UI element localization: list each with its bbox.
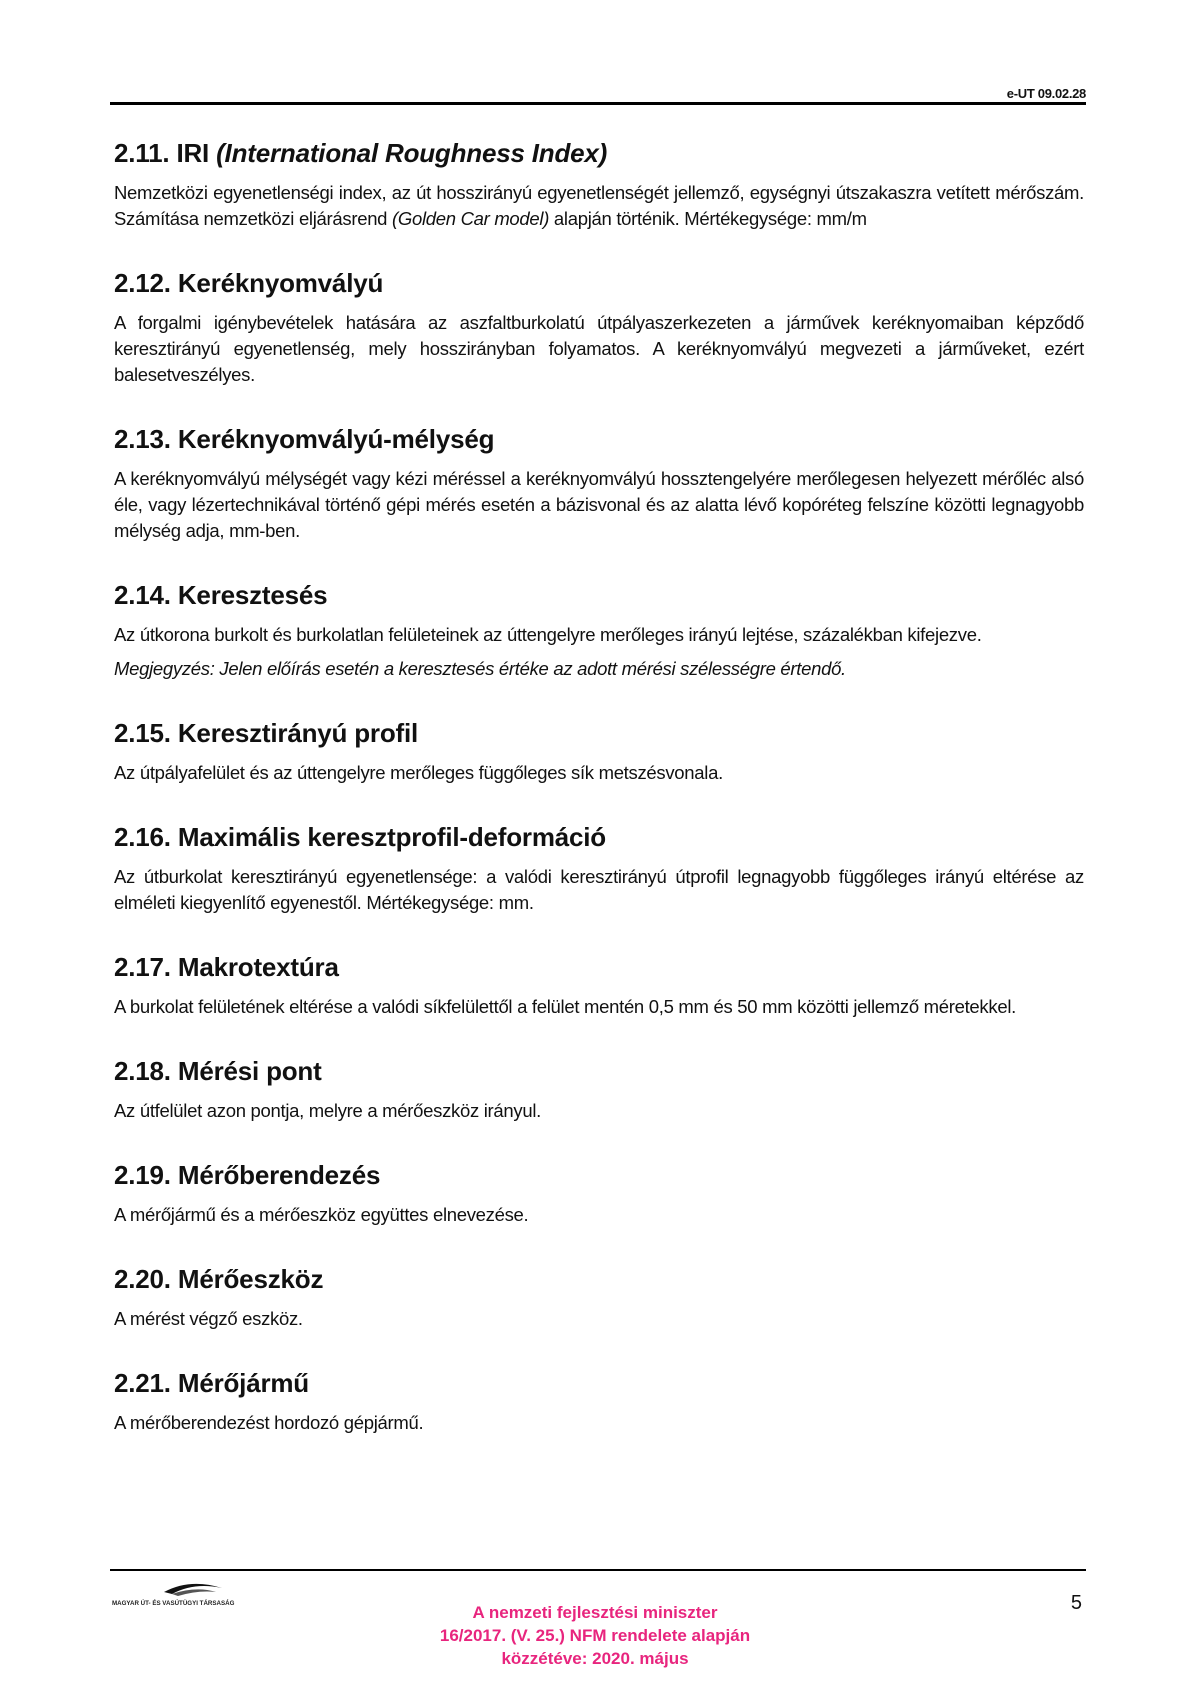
section-number: 2.14. — [114, 580, 171, 610]
document-code: e-UT 09.02.28 — [1006, 86, 1086, 101]
section-number: 2.17. — [114, 952, 171, 982]
section-title: Keresztesés — [177, 580, 328, 610]
section-title: Keréknyomvályú — [177, 268, 384, 298]
section-body: Az útpályafelület és az úttengelyre merőleges függőleges sík metszésvonala. — [114, 762, 723, 783]
section-title: Keréknyomvályú-mélység — [177, 424, 495, 454]
section-number: 2.18. — [114, 1056, 171, 1086]
section-title: Mérőberendezés — [177, 1160, 381, 1190]
section-title: Maximális keresztprofil-deformáció — [177, 822, 606, 852]
section-title: Mérőjármű — [177, 1368, 309, 1398]
section-heading — [114, 718, 1084, 748]
publication-note-line: A nemzeti fejlesztési miniszter — [472, 1603, 718, 1622]
publication-note — [395, 1601, 795, 1670]
section-number: 2.13. — [114, 424, 171, 454]
section-2-17 — [114, 952, 1084, 1020]
section-number: 2.19. — [114, 1160, 171, 1190]
section-2-20 — [114, 1264, 1084, 1332]
section-title-italic: (International Roughness Index) — [216, 138, 608, 168]
section-heading — [114, 138, 1084, 168]
body-text-italic: (Golden Car model) — [392, 208, 550, 229]
section-heading — [114, 580, 1084, 610]
section-note: Megjegyzés: Jelen előírás esetén a keresztesés értéke az adott mérési szélességre értendő. — [114, 658, 846, 679]
section-heading — [114, 1264, 1084, 1294]
header-divider — [110, 102, 1086, 105]
section-body: A mérőjármű és a mérőeszköz együttes elnevezése. — [114, 1204, 529, 1225]
section-body: Az útburkolat keresztirányú egyenetlensége: a valódi keresztirányú útprofil legnagyobb függőleges irányú eltérése az elméleti kiegyenlítő egyenestől. Mértékegysége: mm. — [114, 866, 1084, 913]
section-title: Makrotextúra — [177, 952, 339, 982]
section-body: Az útfelület azon pontja, melyre a mérőeszköz irányul. — [114, 1100, 541, 1121]
section-body: A burkolat felületének eltérése a valódi síkfelülettől a felület mentén 0,5 mm és 50 mm közötti jellemző méretekkel. — [114, 996, 1016, 1017]
section-title: IRI — [176, 138, 210, 168]
section-number: 2.16. — [114, 822, 171, 852]
section-number: 2.11. — [114, 138, 170, 168]
section-body: A mérést végző eszköz. — [114, 1308, 303, 1329]
section-body: A keréknyomvályú mélységét vagy kézi méréssel a keréknyomvályú hossztengelyére merőlegesen helyezett mérőléc alsó éle, vagy lézertechnikával történő gépi mérés esetén a bázisvonal és az alatta lévő kopóréteg felszíne közötti legnagyobb mélység adja, mm-ben. — [114, 468, 1084, 541]
section-2-11 — [114, 138, 1084, 232]
document-body — [114, 138, 1084, 1472]
section-title: Keresztirányú profil — [177, 718, 419, 748]
page-number: 5 — [1070, 1592, 1082, 1614]
section-heading — [114, 1160, 1084, 1190]
section-heading — [114, 424, 1084, 454]
section-2-16 — [114, 822, 1084, 916]
organization-logo — [112, 1580, 262, 1608]
logo-text: MAGYAR ÚT- ÉS VASÚTÜGYI TÁRSASÁG — [112, 1600, 235, 1607]
footer-divider — [110, 1569, 1086, 1571]
section-body: Az útkorona burkolt és burkolatlan felületeinek az úttengelyre merőleges irányú lejtése, százalékban kifejezve. — [114, 624, 982, 645]
body-text: alapján történik. Mértékegysége: mm/m — [549, 208, 867, 229]
section-heading — [114, 1056, 1084, 1086]
section-body — [114, 180, 1084, 232]
section-2-12 — [114, 268, 1084, 388]
section-heading — [114, 268, 1084, 298]
section-heading — [114, 952, 1084, 982]
publication-note-line: közzétéve: 2020. május — [501, 1649, 689, 1668]
section-body: A forgalmi igénybevételek hatására az aszfaltburkolatú útpályaszerkezeten a járművek keréknyomaiban képződő keresztirányú egyenetlenség, mely hosszirányban folyamatos. A keréknyomvályú megvezeti a járműveket, ezért balesetveszélyes. — [114, 312, 1084, 385]
section-2-13 — [114, 424, 1084, 544]
section-2-19 — [114, 1160, 1084, 1228]
section-2-14 — [114, 580, 1084, 682]
section-2-21 — [114, 1368, 1084, 1436]
section-heading — [114, 1368, 1084, 1398]
section-title: Mérési pont — [177, 1056, 322, 1086]
section-2-15 — [114, 718, 1084, 786]
section-title: Mérőeszköz — [177, 1264, 324, 1294]
section-heading — [114, 822, 1084, 852]
section-number: 2.12. — [114, 268, 171, 298]
section-number: 2.21. — [114, 1368, 171, 1398]
section-2-18 — [114, 1056, 1084, 1124]
section-number: 2.15. — [114, 718, 171, 748]
body-text: Nemzetközi egyenetlenségi index, az út hosszirányú egyenetlenségét jellemző, egységnyi útszakaszra vetített mérőszám. Számítása nemzetközi eljárásrend — [114, 182, 1084, 229]
publication-note-line: 16/2017. (V. 25.) NFM rendelete alapján — [439, 1626, 751, 1645]
section-body: A mérőberendezést hordozó gépjármű. — [114, 1412, 424, 1433]
section-number: 2.20. — [114, 1264, 171, 1294]
